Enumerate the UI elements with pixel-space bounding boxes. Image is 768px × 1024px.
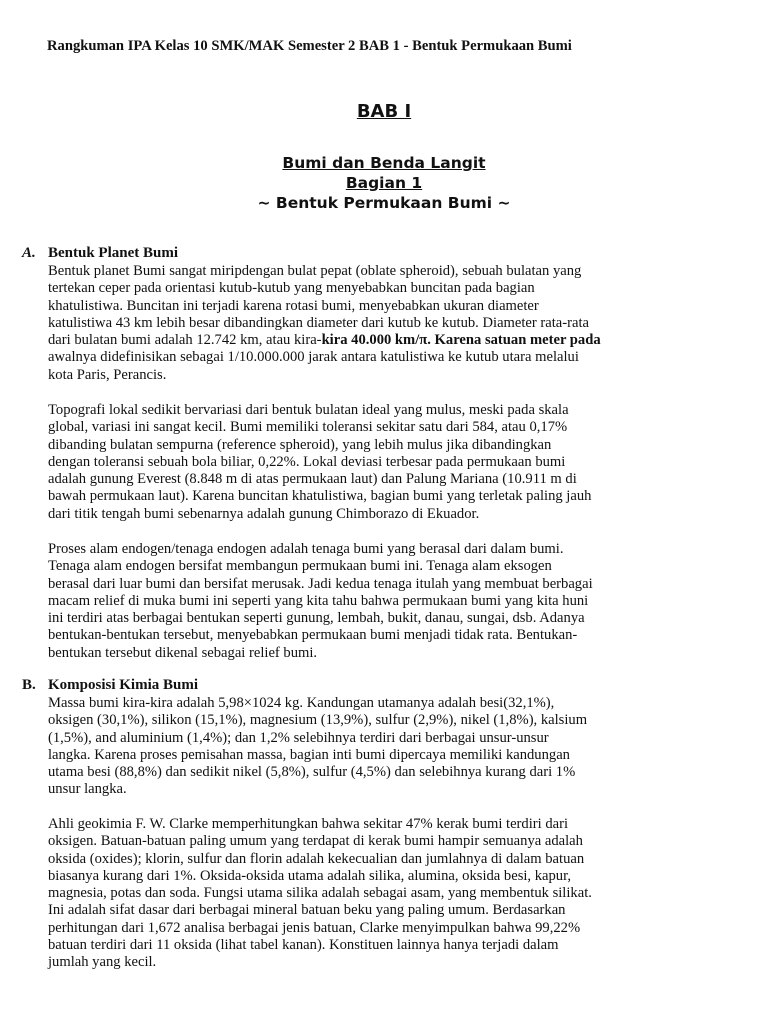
- chapter-title: [0, 101, 768, 122]
- section-a-paragraph-1: [48, 263, 728, 384]
- topic-title: ~ Bentuk Permukaan Bumi ~: [257, 194, 511, 212]
- text-line: bentukan tersebut dikenal sebagai relief bumi.: [48, 644, 318, 661]
- text-line: macam relief di muka bumi ini seperti yang kita tahu bahwa permukaan bumi yang kita huni: [48, 592, 589, 609]
- text-line: ini terdiri atas berbagai bentukan seperti gunung, lembah, bukit, danau, sungai, dsb. Adanya: [48, 610, 585, 627]
- subtitle: Bumi dan Benda Langit: [282, 154, 486, 172]
- part-title: Bagian 1: [345, 174, 423, 192]
- text-line: global, variasi ini sangat kecil. Bumi memiliki toleransi sekitar satu dari 584, atau 0,17%: [48, 419, 568, 436]
- text-line: dibanding bulatan sempurna (reference spheroid), yang lebih mulus jika dibandingkan: [48, 436, 552, 453]
- text-line: berasal dari luar bumi dan bersifat merusak. Jadi kedua tenaga itulah yang membuat berbagai: [48, 575, 593, 592]
- text-run: dari bulatan bumi adalah 12.742 km, atau kira-: [48, 332, 322, 349]
- text-line: Ini adalah sifat dasar dari berbagai mineral batuan beku yang paling umum. Berdasarkan: [48, 902, 566, 919]
- text-line: oksigen. Batuan-batuan paling umum yang terdapat di kerak bumi hampir semuanya adalah: [48, 833, 583, 850]
- section-a-letter: A.: [22, 245, 36, 261]
- running-header: Rangkuman IPA Kelas 10 SMK/MAK Semester 2 BAB 1 - Bentuk Permukaan Bumi: [47, 38, 572, 54]
- section-b-paragraph-1: [48, 695, 728, 799]
- text-line: adalah gunung Everest (8.848 m di atas permukaan laut) dan Palung Mariana (10.911 m di: [48, 471, 577, 488]
- section-a-title: Bentuk Planet Bumi: [48, 245, 179, 261]
- text-line: langka. Karena proses pemisahan massa, bagian inti bumi dipercaya memiliki kandungan: [48, 746, 570, 763]
- text-line: dari titik tengah bumi sebenarnya adalah gunung Chimborazo di Ekuador.: [48, 505, 480, 522]
- text-line: Tenaga alam endogen bersifat membangun permukaan bumi ini. Tenaga alam eksogen: [48, 558, 552, 575]
- text-line: kota Paris, Perancis.: [48, 366, 167, 383]
- text-line: biasanya kurang dari 1%. Oksida-oksida utama adalah silika, alumina, oksida besi, kapur,: [48, 867, 572, 884]
- text-line: (1,5%), and aluminium (1,4%); dan 1,2% selebihnya terdiri dari berbagai unsur-unsur: [48, 729, 549, 746]
- text-line: bawah permukaan laut). Karena buncitan khatulistiwa, bagian bumi yang terletak paling jauh: [48, 488, 592, 505]
- section-b-paragraph-2: [48, 816, 728, 972]
- section-b-heading: [22, 677, 198, 694]
- chapter-label: BAB I: [356, 101, 412, 122]
- text-line: tertekan ceper pada orientasi kutub-kutub yang menyebabkan buncitan pada bagian: [48, 280, 535, 297]
- text-line: awalnya didefinisikan sebagai 1/10.000.000 jarak antara katulistiwa ke kutub utara melalui: [48, 349, 579, 366]
- text-line: [48, 332, 728, 349]
- text-line: bentukan-bentukan tersebut, menyebabkan permukaan bumi menjadi tidak rata. Bentukan-: [48, 627, 578, 644]
- text-line: Topografi lokal sedikit bervariasi dari bentuk bulatan ideal yang mulus, meski pada skala: [48, 402, 569, 418]
- section-a-paragraph-2: [48, 402, 728, 523]
- text-line: Proses alam endogen/tenaga endogen adalah tenaga bumi yang berasal dari dalam bumi.: [48, 541, 564, 557]
- text-line: oksigen (30,1%), silikon (15,1%), magnesium (13,9%), sulfur (2,9%), nikel (1,8%), kalsium: [48, 712, 588, 729]
- text-line: magnesia, potas dan soda. Fungsi utama silika adalah sebagai asam, yang membentuk silikat.: [48, 885, 592, 902]
- section-b-letter: B.: [22, 677, 36, 693]
- text-line: oksida (oxides); klorin, sulfur dan florin adalah kekecualian dan jumlahnya di dalam batuan: [48, 850, 585, 867]
- section-a-heading: [22, 245, 178, 262]
- bold-text-run: kira 40.000 km/π. Karena satuan meter pada: [321, 332, 601, 349]
- text-line: utama besi (88,8%) dan sedikit nikel (5,8%), sulfur (4,5%) dan selebihnya kurang dari 1%: [48, 764, 576, 781]
- text-line: Bentuk planet Bumi sangat miripdengan bulat pepat (oblate spheroid), sebuah bulatan yang: [48, 263, 582, 279]
- title-block: [0, 153, 768, 213]
- text-line: dengan toleransi sebuah bola biliar, 0,22%. Lokal deviasi terbesar pada permukaan bumi: [48, 453, 566, 470]
- text-line: unsur langka.: [48, 781, 127, 798]
- text-line: jumlah yang kecil.: [48, 954, 157, 971]
- text-line: batuan terdiri dari 11 oksida (lihat tabel kanan). Konstituen lainnya hanya terjadi dalam: [48, 937, 559, 954]
- text-line: Ahli geokimia F. W. Clarke memperhitungkan bahwa sekitar 47% kerak bumi terdiri dari: [48, 816, 569, 832]
- section-b-title: Komposisi Kimia Bumi: [48, 677, 199, 693]
- text-line: perhitungan dari 1,672 analisa berbagai jenis batuan, Clarke menyimpulkan bahwa 99,22%: [48, 919, 581, 936]
- text-line: khatulistiwa. Buncitan ini terjadi karena rotasi bumi, menyebabkan ukuran diameter: [48, 297, 539, 314]
- section-a-paragraph-3: [48, 541, 728, 662]
- text-line: katulistiwa 43 km lebih besar dibandingkan diameter dari kutub ke kutub. Diameter rata-rata: [48, 314, 590, 331]
- text-line: Massa bumi kira-kira adalah 5,98×1024 kg. Kandungan utamanya adalah besi(32,1%),: [48, 695, 555, 711]
